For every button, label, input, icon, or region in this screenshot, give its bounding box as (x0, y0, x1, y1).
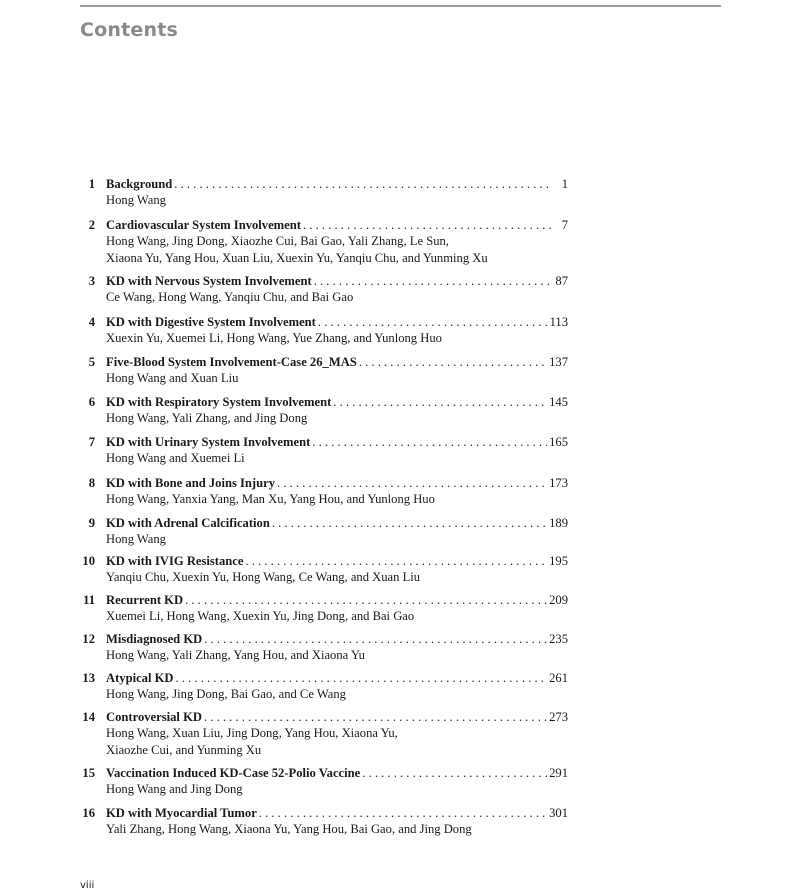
dot-leader (272, 515, 547, 531)
chapter-number: 3 (88, 274, 95, 288)
chapter-page-number[interactable]: 301 (549, 806, 568, 820)
chapter-number: 16 (82, 806, 95, 820)
chapter-title[interactable]: KD with IVIG Resistance (106, 554, 244, 568)
chapter-page-number[interactable]: 209 (549, 593, 568, 607)
toc-entry[interactable] (78, 475, 568, 508)
toc-entry-line (78, 631, 568, 647)
toc-entry-line (78, 314, 568, 330)
chapter-number: 5 (88, 355, 95, 369)
dot-leader (185, 592, 547, 608)
toc-entry[interactable] (78, 394, 568, 427)
chapter-page-number[interactable]: 165 (549, 435, 568, 449)
chapter-page-number[interactable]: 113 (549, 315, 568, 329)
chapter-title[interactable]: KD with Urinary System Involvement (106, 435, 311, 449)
chapter-authors: Yali Zhang, Hong Wang, Xiaona Yu, Yang Hou, Bai Gao, and Jing Dong (106, 822, 472, 837)
toc-entry-line (78, 592, 568, 608)
chapter-title[interactable]: Five-Blood System Involvement-Case 26_MAS (106, 355, 357, 369)
chapter-title[interactable]: Vaccination Induced KD-Case 52-Polio Vaccine (106, 766, 361, 780)
chapter-authors: Xuemei Li, Hong Wang, Xuexin Yu, Jing Dong, and Bai Gao (106, 609, 415, 624)
chapter-page-number[interactable]: 261 (549, 671, 568, 685)
chapter-authors: Xiaozhe Cui, and Yunming Xu (106, 742, 262, 757)
dot-leader (204, 709, 547, 725)
toc-entry-line (78, 273, 568, 289)
toc-entry[interactable] (78, 176, 568, 209)
chapter-page-number[interactable]: 173 (549, 476, 568, 490)
chapter-authors: Xuexin Yu, Xuemei Li, Hong Wang, Yue Zhang, and Yunlong Huo (106, 331, 442, 346)
toc-entry[interactable] (78, 273, 568, 306)
toc-entry-line (78, 394, 568, 410)
chapter-number: 15 (82, 766, 95, 780)
chapter-number: 10 (82, 554, 95, 568)
chapter-number: 13 (82, 671, 95, 685)
chapter-number: 14 (82, 710, 95, 724)
chapter-authors: Hong Wang, Yali Zhang, Yang Hou, and Xiaona Yu (106, 648, 365, 663)
chapter-authors: Hong Wang, Xuan Liu, Jing Dong, Yang Hou, Xiaona Yu, (106, 726, 398, 741)
chapter-page-number[interactable]: 137 (549, 355, 568, 369)
toc-entry[interactable] (78, 805, 568, 838)
toc-entry-line (78, 475, 568, 491)
toc-entry-line (78, 176, 568, 192)
chapter-number: 4 (88, 315, 95, 329)
page-title: Contents (80, 19, 179, 41)
chapter-page-number[interactable]: 273 (549, 710, 568, 724)
chapter-number: 6 (88, 395, 95, 409)
dot-leader (359, 354, 547, 370)
top-rule (80, 5, 721, 7)
chapter-page-number[interactable]: 87 (555, 274, 568, 288)
dot-leader (259, 805, 547, 821)
chapter-title[interactable]: KD with Digestive System Involvement (106, 315, 316, 329)
chapter-authors: Hong Wang, Yali Zhang, and Jing Dong (106, 411, 308, 426)
chapter-title[interactable]: KD with Myocardial Tumor (106, 806, 257, 820)
chapter-page-number[interactable]: 145 (549, 395, 568, 409)
toc-entry-line (78, 217, 568, 233)
toc-entry-line (78, 765, 568, 781)
toc-entry[interactable] (78, 217, 568, 266)
chapter-authors: Hong Wang (106, 532, 166, 547)
chapter-number: 9 (88, 516, 95, 530)
toc-entry[interactable] (78, 765, 568, 798)
toc-entry[interactable] (78, 314, 568, 347)
toc-entry[interactable] (78, 592, 568, 625)
dot-leader (318, 314, 548, 330)
chapter-authors: Hong Wang, Jing Dong, Bai Gao, and Ce Wang (106, 687, 346, 702)
chapter-number: 1 (88, 177, 95, 191)
toc-entry-line (78, 670, 568, 686)
toc-entry[interactable] (78, 553, 568, 586)
chapter-page-number[interactable]: 235 (549, 632, 568, 646)
chapter-title[interactable]: KD with Nervous System Involvement (106, 274, 312, 288)
chapter-authors: Ce Wang, Hong Wang, Yanqiu Chu, and Bai Gao (106, 290, 354, 305)
chapter-title[interactable]: Background (106, 177, 173, 191)
dot-leader (204, 631, 547, 647)
chapter-number: 11 (83, 593, 95, 607)
dot-leader (303, 217, 552, 233)
chapter-title[interactable]: Controversial KD (106, 710, 202, 724)
chapter-number: 7 (88, 435, 95, 449)
toc-entry-line (78, 553, 568, 569)
dot-leader (362, 765, 547, 781)
toc-entry-line (78, 709, 568, 725)
chapter-number: 12 (82, 632, 95, 646)
chapter-number: 8 (88, 476, 95, 490)
toc-entry[interactable] (78, 670, 568, 703)
chapter-title[interactable]: Misdiagnosed KD (106, 632, 203, 646)
toc-entry-line (78, 434, 568, 450)
chapter-authors: Hong Wang, Yanxia Yang, Man Xu, Yang Hou, and Yunlong Huo (106, 492, 435, 507)
toc-entry[interactable] (78, 354, 568, 387)
dot-leader (277, 475, 547, 491)
chapter-authors: Yanqiu Chu, Xuexin Yu, Hong Wang, Ce Wang, and Xuan Liu (106, 570, 421, 585)
chapter-page-number[interactable]: 291 (549, 766, 568, 780)
toc-entry[interactable] (78, 515, 568, 548)
chapter-authors: Xiaona Yu, Yang Hou, Xuan Liu, Xuexin Yu, Yanqiu Chu, and Yunming Xu (106, 250, 488, 265)
toc-entry[interactable] (78, 434, 568, 467)
dot-leader (314, 273, 552, 289)
chapter-title[interactable]: KD with Bone and Joins Injury (106, 476, 276, 490)
chapter-page-number[interactable]: 195 (549, 554, 568, 568)
dot-leader (333, 394, 547, 410)
chapter-authors: Hong Wang (106, 193, 166, 208)
chapter-authors: Hong Wang and Xuan Liu (106, 371, 239, 386)
dot-leader (174, 176, 552, 192)
toc-entry-line (78, 515, 568, 531)
chapter-title[interactable]: Atypical KD (106, 671, 174, 685)
chapter-authors: Hong Wang and Xuemei Li (106, 451, 245, 466)
dot-leader (176, 670, 548, 686)
page-number: viii (80, 880, 95, 891)
toc-entry-line (78, 354, 568, 370)
dot-leader (312, 434, 547, 450)
chapter-page-number[interactable]: 1 (561, 177, 568, 191)
chapter-page-number[interactable]: 7 (561, 218, 568, 232)
toc-entry[interactable] (78, 709, 568, 758)
toc-entry[interactable] (78, 631, 568, 664)
chapter-title[interactable]: Cardiovascular System Involvement (106, 218, 301, 232)
chapter-number: 2 (88, 218, 95, 232)
chapter-authors: Hong Wang and Jing Dong (106, 782, 243, 797)
dot-leader (245, 553, 547, 569)
chapter-title[interactable]: Recurrent KD (106, 593, 184, 607)
chapter-title[interactable]: KD with Adrenal Calcification (106, 516, 270, 530)
chapter-page-number[interactable]: 189 (549, 516, 568, 530)
toc-entry-line (78, 805, 568, 821)
chapter-authors: Hong Wang, Jing Dong, Xiaozhe Cui, Bai Gao, Yali Zhang, Le Sun, (106, 234, 449, 249)
chapter-title[interactable]: KD with Respiratory System Involvement (106, 395, 332, 409)
